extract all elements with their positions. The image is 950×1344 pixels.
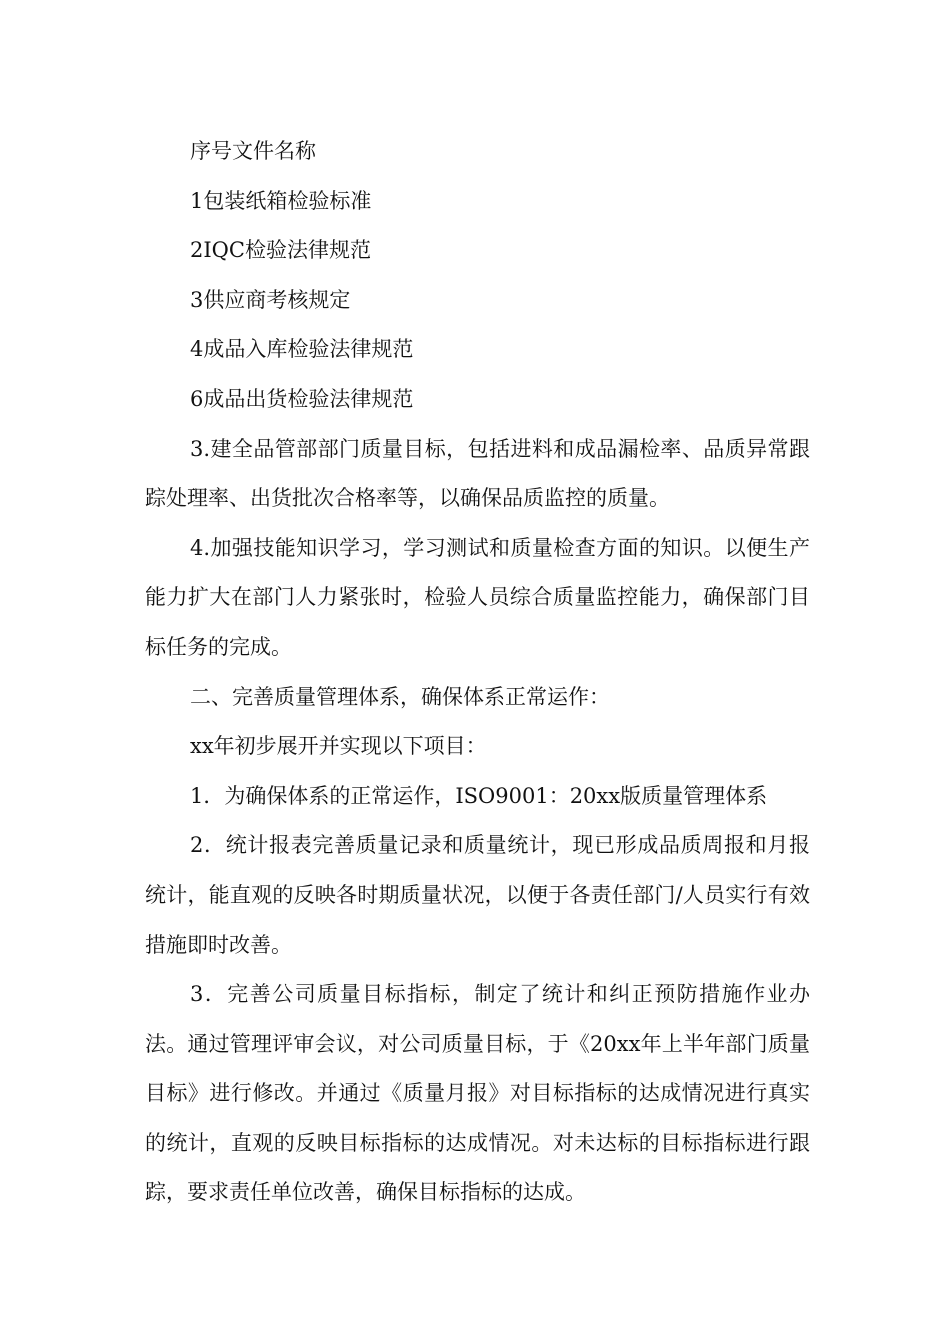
paragraph-file-6: 6成品出货检验法律规范 bbox=[190, 386, 414, 411]
paragraph-project-2: 2．统计报表完善质量记录和质量统计，现已形成品质周报和月报统计，能直观的反映各时期质量状况，以便于各责任部门/人员实行有效措施即时改善。 bbox=[145, 833, 810, 957]
section-heading-quality-system: 二、完善质量管理体系，确保体系正常运作： bbox=[190, 684, 610, 709]
paragraph-file-1: 1包装纸箱检验标准 bbox=[190, 188, 372, 213]
paragraph-item-4-skills: 4.加强技能知识学习，学习测试和质量检查方面的知识。以便生产能力扩大在部门人力紧张时，检验人员综合质量监控能力，确保部门目标任务的完成。 bbox=[145, 535, 810, 659]
paragraph-file-3: 3供应商考核规定 bbox=[190, 287, 351, 312]
paragraph-file-4: 4成品入库检验法律规范 bbox=[190, 337, 414, 362]
paragraph-file-list-header: 序号文件名称 bbox=[190, 139, 316, 163]
paragraph-project-1: 1．为确保体系的正常运作，ISO9001：20xx版质量管理体系 bbox=[190, 783, 768, 808]
paragraph-year-projects: xx年初步展开并实现以下项目： bbox=[190, 734, 487, 759]
paragraph-item-3-quality-goals: 3.建全品管部部门质量目标，包括进料和成品漏检率、品质异常跟踪处理率、出货批次合格率等，以确保品质监控的质量。 bbox=[145, 436, 810, 511]
paragraph-file-2: 2IQC检验法律规范 bbox=[190, 238, 371, 263]
document-body bbox=[145, 127, 810, 1218]
paragraph-project-3: 3．完善公司质量目标指标，制定了统计和纠正预防措施作业办法。通过管理评审会议，对公司质量目标，于《20xx年上半年部门质量目标》进行修改。并通过《质量月报》对目标指标的达成情况进行真实的统计，直观的反映目标指标的达成情况。对未达标的目标指标进行跟踪，要求责任单位改善，确保目标指标的达成。 bbox=[145, 982, 810, 1205]
